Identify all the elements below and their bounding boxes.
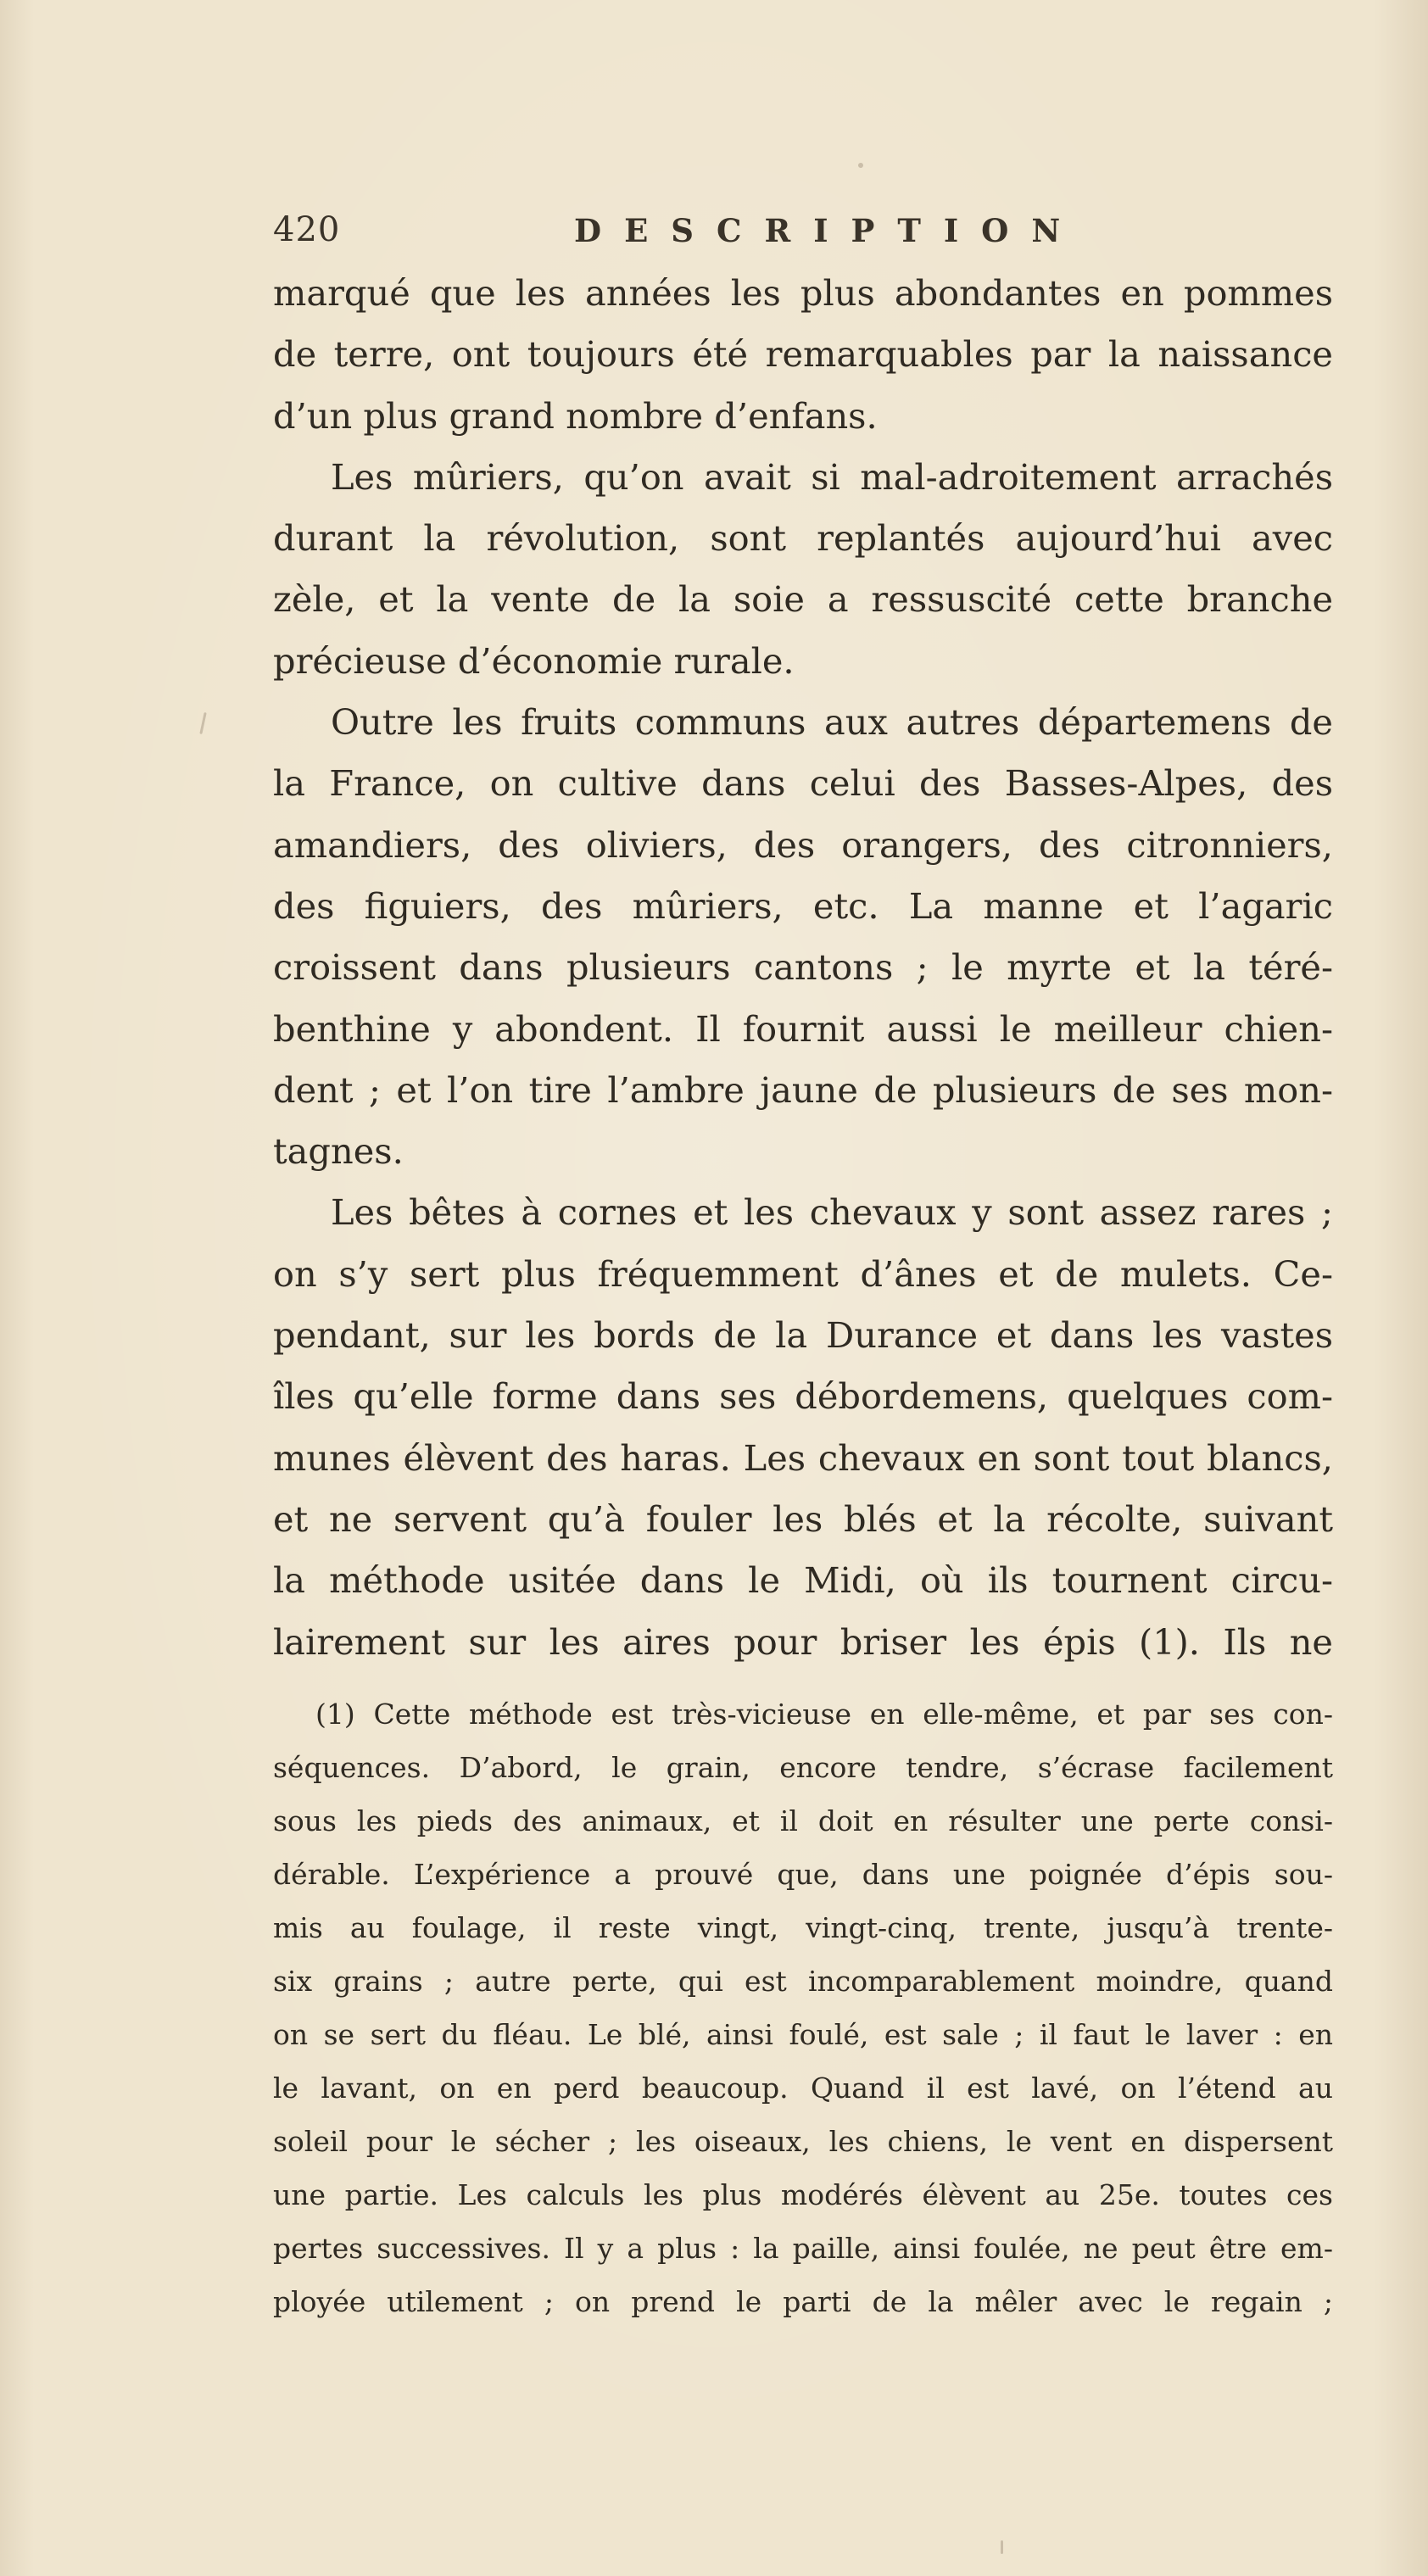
text-line: la méthode usitée dans le Midi, où ils tournent circu- [273,1559,1333,1602]
page-number: 420 [273,210,341,249]
footnote [273,1687,1333,2328]
text-line: la France, on cultive dans celui des Basses-Alpes, des [273,762,1333,805]
paper-speck [1001,2540,1003,2554]
text-line: tagnes. [273,1130,404,1173]
text-line: durant la révolution, sont replantés aujourd’hui avec [273,517,1333,560]
footnote-line: le lavant, on en perd beaucoup. Quand il est lavé, on l’étend au [273,2071,1333,2105]
footnote-line: mis au foulage, il reste vingt, vingt-cinq, trente, jusqu’à trente- [273,1911,1333,1944]
paper-speck [858,163,863,168]
text-line: zèle, et la vente de la soie a ressuscité cette branche [273,578,1333,621]
text-line: on s’y sert plus fréquemment d’ânes et de mulets. Ce- [273,1252,1333,1295]
text-line: et ne servent qu’à fouler les blés et la récolte, suivant [273,1497,1333,1540]
footnote-line: une partie. Les calculs les plus modérés élèvent au 25e. toutes ces [273,2178,1333,2211]
text-line: marqué que les années les plus abondantes en pommes [273,272,1333,314]
footnote-line: six grains ; autre perte, qui est incomparablement moindre, quand [273,1965,1333,1998]
footnote-line: soleil pour le sécher ; les oiseaux, les chiens, le vent en dispersent [273,2125,1333,2158]
text-line: des figuiers, des mûriers, etc. La manne et l’agaric [273,884,1333,927]
footnote-line: pertes successives. Il y a plus : la paille, ainsi foulée, ne peut être em- [273,2232,1333,2265]
footnote-line: dérable. L’expérience a prouvé que, dans une poignée d’épis sou- [273,1858,1333,1891]
footnote-line: on se sert du fléau. Le blé, ainsi foulé, est sale ; il faut le laver : en [273,2018,1333,2051]
footnote-line: sous les pieds des animaux, et il doit en résulter une perte consi- [273,1804,1333,1837]
text-line: d’un plus grand nombre d’enfans. [273,394,878,437]
text-line: précieuse d’économie rurale. [273,639,795,682]
text-line: îles qu’elle forme dans ses débordemens, quelques com- [273,1375,1333,1418]
text-line: pendant, sur les bords de la Durance et dans les vastes [273,1314,1333,1357]
text-line: benthine y abondent. Il fournit aussi le meilleur chien- [273,1007,1333,1050]
text-line: croissent dans plusieurs cantons ; le myrte et la téré- [273,946,1333,989]
main-text [273,263,1333,1673]
footnote-line: séquences. D’abord, le grain, encore tendre, s’écrase facilement [273,1751,1333,1784]
footnote-line: (1) Cette méthode est très-vicieuse en elle-même, et par ses con- [315,1698,1333,1731]
text-line: dent ; et l’on tire l’ambre jaune de plusieurs de ses mon- [273,1068,1333,1111]
text-line: lairement sur les aires pour briser les épis (1). Ils ne [273,1620,1333,1663]
paper-speck [199,712,206,734]
footnote-line: ployée utilement ; on prend le parti de la mêler avec le regain ; [273,2285,1333,2318]
page-header [273,210,1146,261]
text-line: Les bêtes à cornes et les chevaux y sont assez rares ; [331,1191,1333,1234]
text-line: amandiers, des oliviers, des orangers, des citronniers, [273,823,1333,866]
text-line: munes élèvent des haras. Les chevaux en sont tout blancs, [273,1436,1333,1479]
text-line: de terre, ont toujours été remarquables par la naissance [273,333,1333,376]
text-line: Outre les fruits communs aux autres départemens de [331,701,1333,744]
running-title: DESCRIPTION [574,212,1084,249]
text-line: Les mûriers, qu’on avait si mal-adroitement arrachés [331,455,1333,498]
